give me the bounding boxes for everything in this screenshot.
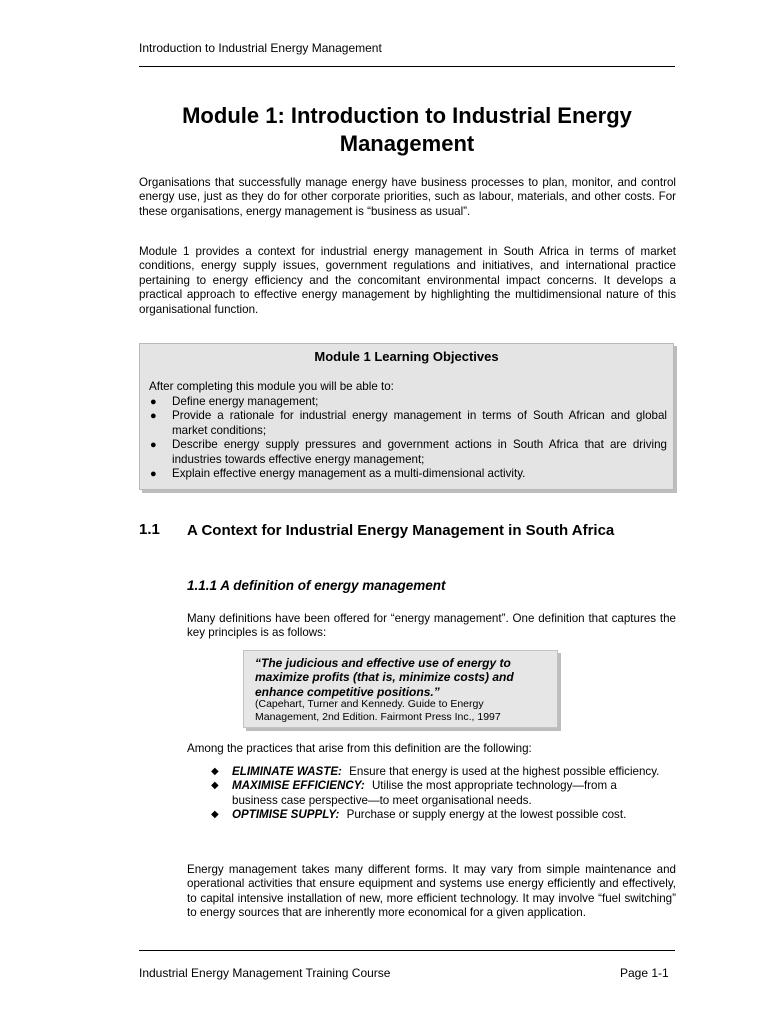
objectives-list — [149, 395, 667, 481]
footer-rule — [139, 950, 675, 951]
practice-text: Utilise the most appropriate technology—from a business case perspective—to meet organisational needs. — [232, 779, 617, 807]
objective-text: Define energy management; — [172, 395, 319, 408]
intro-paragraph-2: Module 1 provides a context for industrial energy management in South Africa in terms of market conditions, energy supply issues, government regulations and initiatives, and international practice pertaining to energy efficiency and the concomitant environmental impact concerns. It develops a practical approach to effective energy management by highlighting the multidimensional nature of this organisational function. — [139, 245, 676, 316]
quote-citation: (Capehart, Turner and Kennedy. Guide to Energy Management, 2nd Edition. Fairmont Press Inc., 1997 — [255, 698, 501, 723]
subsection-heading — [187, 578, 446, 593]
practice-key: MAXIMISE EFFICIENCY: — [232, 779, 365, 793]
section-title: A Context for Industrial Energy Management in South Africa — [187, 522, 615, 539]
objective-item — [149, 409, 667, 438]
intro-paragraph-1: Organisations that successfully manage energy have business processes to plan, monitor, and control energy use, just as they do for other corporate priorities, such as labour, materials, and other costs. For these organisations, energy management is “business as usual”. — [139, 176, 676, 218]
objective-item — [149, 395, 667, 409]
practices-list — [211, 765, 661, 823]
learning-objectives-box — [139, 343, 674, 490]
subsection-title: A definition of energy management — [220, 578, 446, 593]
module-title: Module 1: Introduction to Industrial Energy Management — [182, 103, 632, 156]
definition-intro: Many definitions have been offered for “energy management”. One definition that captures the key principles is as follows: — [187, 612, 676, 640]
objective-text: Explain effective energy management as a multi-dimensional activity. — [172, 467, 526, 481]
running-header: Introduction to Industrial Energy Management — [139, 41, 382, 55]
footer-course: Industrial Energy Management Training Course — [139, 966, 391, 980]
quote-text: “The judicious and effective use of energy to maximize profits (that is, minimize costs) and enhance competitive positions.” — [255, 656, 514, 699]
bullet-icon: ● — [150, 439, 157, 452]
closing-paragraph: Energy management takes many different forms. It may vary from simple maintenance and operational activities that ensure equipment and systems use energy efficiently and effectively, to capital intensive installation of new, more efficient technology. It may involve “fuel switching” to energy sources that are inherently more economical for a given application. — [187, 863, 676, 920]
bullet-icon: ● — [150, 410, 157, 423]
practice-key: ELIMINATE WASTE: — [232, 765, 342, 778]
objective-item — [149, 438, 667, 467]
practice-text: Ensure that energy is used at the highest possible efficiency. — [349, 765, 660, 778]
objective-text: Describe energy supply pressures and government actions in South Africa that are driving industries towards effective energy management; — [172, 438, 667, 466]
objectives-title: Module 1 Learning Objectives — [314, 349, 499, 364]
subsection-number: 1.1.1 — [187, 578, 218, 593]
diamond-bullet-icon: ◆ — [211, 809, 219, 821]
practices-intro: Among the practices that arise from this definition are the following: — [187, 742, 532, 755]
practice-item — [211, 765, 661, 779]
footer-page-number: Page 1-1 — [620, 966, 669, 980]
header-rule — [139, 66, 675, 67]
practice-key: OPTIMISE SUPPLY: — [232, 808, 340, 822]
objective-item — [149, 467, 667, 481]
objective-text: Provide a rationale for industrial energy management in terms of South African and global market conditions; — [172, 409, 667, 437]
diamond-bullet-icon: ◆ — [211, 766, 219, 777]
diamond-bullet-icon: ◆ — [211, 780, 219, 792]
bullet-icon: ● — [150, 468, 157, 481]
practice-text: Purchase or supply energy at the lowest possible cost. — [346, 808, 627, 822]
definition-quote-box — [243, 650, 558, 728]
practice-item — [211, 779, 661, 808]
practice-item — [211, 808, 661, 822]
bullet-icon: ● — [150, 396, 157, 408]
section-number: 1.1 — [139, 521, 160, 538]
objectives-intro: After completing this module you will be able to: — [149, 380, 394, 393]
